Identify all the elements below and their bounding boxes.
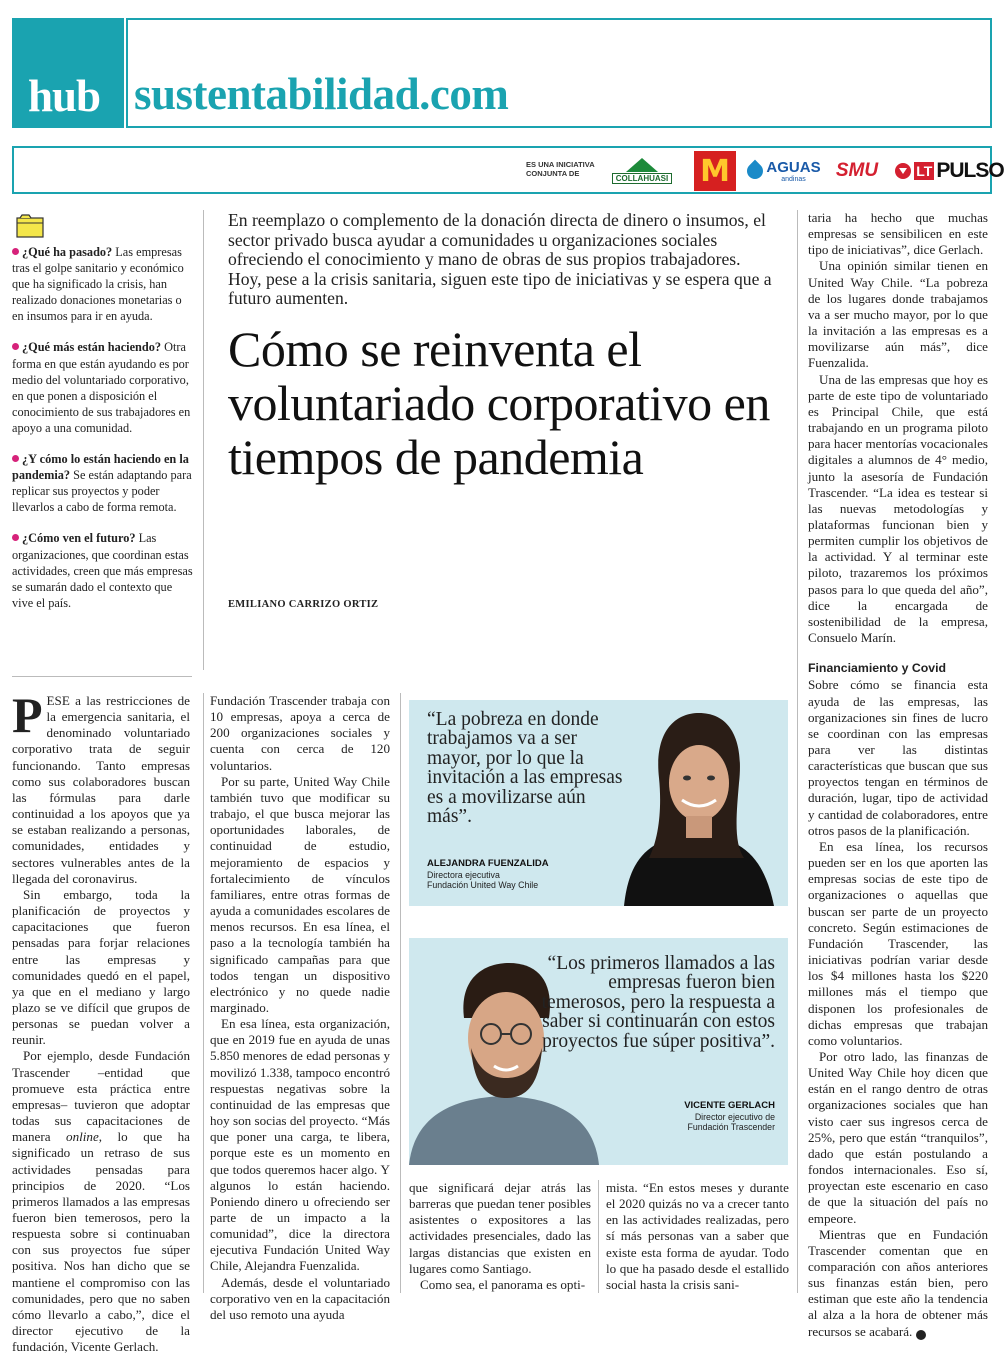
paragraph: mista. “En estos meses y durante el 2020 quizás no va a crecer tanto en las actividades realizadas, pero sí más personas van a saber que existe esta forma de ayudar. Todo lo que ha pasado desde el estallido social hasta la crisis sani- (606, 1180, 789, 1292)
hub-label: hub (28, 71, 101, 121)
site-title-box[interactable] (126, 18, 992, 128)
paragraph: Además, desde el voluntariado corporativo ven en la capacitación del uso remoto una ayuda (210, 1274, 390, 1322)
article-lead: En reemplazo o complemento de la donación directa de dinero o insumos, el sector privado busca ayudar a comunidades u organizaciones sociales ofreciendo el conocimiento y mano de obras de sus propios trabajadores. Hoy, pese a la crisis sanitaria, siguen este tipo de iniciativas y se espera que a futuro aumenten. (228, 210, 772, 309)
quote-author-role: Directora ejecutiva (427, 870, 500, 880)
sidebar-item: ¿Y cómo lo están haciendo en la pandemia? Se están adaptando para replicar sus proyectos y poder llevarlos a cabo de forma remota. (12, 452, 192, 515)
article-byline: EMILIANO CARRIZO ORTIZ (228, 599, 379, 610)
paragraph: Sobre cómo se financia esta ayuda de las empresas, las organizaciones sin fines de lucro se coordinan con las empresas para ver las distintas características que buscan que sus proyectos tengan en términos de duración, lugar, tipo de actividad y cantidad de colaboradores, entre otros pasos de la planificación. (808, 677, 988, 838)
article-headline: Cómo se reinventa el voluntariado corporativo en tiempos de pandemia (228, 321, 770, 485)
paragraph: taria ha hecho que muchas empresas se sensibilicen en este tipo de iniciativas”, dice Gerlach. (808, 210, 988, 258)
sidebar-item: ¿Qué ha pasado? Las empresas tras el golpe sanitario y económico que ha significado la crisis, han realizado donaciones monetarias o en insumos para ir en ayuda. (12, 245, 184, 324)
hub-logo-box[interactable] (12, 18, 124, 128)
sponsor-intro: ES UNA INICIATIVA CONJUNTA DE (526, 160, 595, 178)
paragraph: Una opinión similar tienen en United Way Chile. “La pobreza de los lugares donde trabajamos va a ser mucho mayor, por lo que la invitación a las empresas es a movilizarse aún más”, dice Fuenzalida. (808, 258, 988, 371)
column-divider (400, 693, 401, 1293)
paragraph: Sin embargo, toda la planificación de proyectos y capacitaciones que fueron pensadas para forjar relaciones entre las empresas y comunidades quedó en el papel, ya que en el mediano y largo plazo se ve difícil que grupos de personas se puedan volver a reunir. (12, 886, 190, 1048)
article-column-5 (808, 210, 988, 1340)
quote-box-fuenzalida (409, 700, 788, 906)
drop-cap: P (12, 687, 43, 743)
quote-author-role: Director ejecutivo de (694, 1112, 775, 1122)
quote-box-gerlach (409, 938, 788, 1165)
paragraph: Una de las empresas que hoy es parte de este tipo de voluntariado es Principal Chile, que está trabajando en un programa piloto para hacer mentorías vocacionales digitales a alumnos de 4° medio, junto la asesoría de Fundación Trascender. “La idea es testear si las nuevas metodologías y plataformas funcionan bien y permiten cumplir los objetivos de la actividad. Y al terminar este piloto, trazaremos los próximos pasos para lo que queda del año”, dice la encargada de sostenibilidad de la empresa, Consuelo Marín. (808, 371, 988, 646)
quote-author-org: Fundación United Way Chile (427, 880, 539, 890)
column-divider (797, 210, 798, 1293)
paragraph: Por otro lado, las finanzas de United Way Chile hoy dicen que están en el rango dentro de otras organizaciones sociales que han visto caer sus ingresos cerca de 25%, pero que están “tranquilos”, dado que están postulando a fondos internacionales. Eso sí, proyectan este escenario en caso de que la situación del país no empeore. (808, 1048, 988, 1226)
quote-author-name: ALEJANDRA FUENZALIDA (427, 858, 549, 869)
collahuasi-logo[interactable]: COLLAHUASI (604, 154, 680, 188)
paragraph: Como sea, el panorama es opti- (420, 1276, 586, 1292)
article-column-4 (606, 1180, 789, 1293)
bullet-icon (12, 534, 19, 541)
sidebar-item: ¿Qué más están haciendo? Otra forma en que están ayudando es por medio del voluntariado corporativo, en que ponen a disposición el conocimiento de sus trabajadores en apoyo a una comunidad. (12, 340, 191, 435)
article-column-2 (210, 693, 390, 1323)
article-column-1 (12, 687, 190, 1355)
mcdonalds-logo[interactable]: M (694, 151, 736, 191)
paragraph: Por ejemplo, desde Fundación Trascender –entidad que promueve esta práctica entre empresas– tuvieron que adoptar todas sus capacitaciones de manera online, lo que ha significado un retraso de sus actividades pensadas para principios de 2020. “Los primeros llamados a las empresas fueron bien temerosos, pero la respuesta sobre si continuaban con sus proyectos fue súper positiva. Nos han dicho que se mantiene el compromiso con las comunidades, pero que no saben cómo llevarlo a cabo,”, dice el director ejecutivo de la fundación, Vicente Gerlach. (12, 1048, 190, 1355)
sidebar-divider (12, 676, 192, 677)
bullet-icon (12, 455, 19, 462)
bullet-icon (12, 343, 19, 350)
paragraph: En esa línea, los recursos pueden ser en los que aporten las empresas socias de este tipo de organizaciones o aquellas que buscan ser parte de un proyecto concreto. Según estimaciones de Fundación Trascender, las iniciativas podrían variar desde los $4 millones hasta los $220 millones más el tiempo que disponen los profesionales de dichas empresas que trabajan como voluntarios. (808, 838, 988, 1048)
paragraph: Mientras que en Fundación Trascender comentan que en comparación con años anteriores sus finanzas están bien, pero estiman que este año la tendencia al alza a la hora de obtener más recursos se acabará. P (808, 1226, 988, 1339)
key-questions-sidebar (12, 244, 194, 626)
site-name: sustentabilidad.com (134, 69, 509, 119)
quote-author-name: VICENTE GERLACH (684, 1100, 775, 1111)
column-divider (598, 1180, 599, 1293)
smu-logo[interactable]: SMU (835, 160, 879, 181)
pull-quote: “La pobreza en donde trabajamos va a ser mayor, por lo que la invitación a las empresas es a movilizarse aún más”. (427, 709, 623, 828)
pull-quote: “Los primeros llamados a las empresas fueron bien temerosos, pero la respuesta a saber si continuarán con estos proyectos fue súper positiva”. (541, 953, 775, 1052)
sponsor-bar (12, 146, 1004, 194)
end-of-article-icon: P (916, 1330, 926, 1340)
bullet-icon (12, 248, 19, 255)
paragraph: En esa línea, esta organización, que en 2019 fue en ayuda de unas 5.850 menores de edad personas y movilizó 1.338, tampoco encontró respuestas negativas sobre la continuidad de las empresas que hoy son socias del proyecto. “Más que poner una carga, te libera, porque este es un momento en que todos queremos hacer algo. Y algunos lo están haciendo. Poniendo dinero u ofreciendo ser parte de un impacto a la comunidad”, dice la directora ejecutiva Fundación United Way Chile, Alejandra Fuenzalida. (210, 1016, 391, 1274)
paragraph: que significará dejar atrás las barreras que puedan tener posibles asistentes o expositores a las actividades presenciales, dado las largas distancias que existen en lugares como Santiago. (409, 1180, 591, 1276)
section-subhead: Financiamiento y Covid (808, 661, 947, 676)
column-divider (203, 693, 204, 1293)
paragraph: Por su parte, United Way Chile también tuvo que modificar su trabajo, el que busca mejorar las oportunidades laborales, de continuidad de estudio, mejoramiento de espacios y fortalecimiento de vínculos familiares, entre otras formas de ayuda a comunidades escolares de menos recursos. En esa línea, el paso a la tecnología también ha significado campañas para que todos tengan un dispositivo electrónico y no quede nadie marginado. (210, 773, 390, 1015)
aguas-andinas-logo[interactable]: AGUAS andinas (746, 154, 822, 188)
paragraph: Fundación Trascender trabaja con 10 empresas, apoya a cerca de 200 organizaciones sociales y cuenta con cerca de 120 voluntarios. (210, 693, 390, 773)
folder-icon (16, 214, 46, 238)
paragraph: PESE a las restricciones de la emergencia sanitaria, el denominado voluntariado corporativo trata de seguir funcionando. Tanto empresas como sus colaboradores buscan las fórmulas para darle continuidad a los apoyos que ya se estaban realizando a personas, comunidades, entidades y sectores vulnerables antes de la llegada del coronavirus. (12, 687, 190, 886)
sidebar-item: ¿Cómo ven el futuro? Las organizaciones, que coordinan estas actividades, creen que más empresas se sumarán dado el contexto que vive el país. (12, 531, 193, 610)
pulso-logo[interactable]: LT PULSO (916, 159, 1004, 182)
article-column-3 (409, 1180, 591, 1293)
quote-author-org: Fundación Trascender (687, 1122, 775, 1132)
mountain-icon (626, 158, 658, 172)
water-drop-icon (744, 160, 767, 183)
alejandra-fuenzalida-photo (604, 708, 788, 906)
red-circle-logo-icon[interactable] (892, 154, 914, 188)
column-divider (203, 210, 204, 670)
